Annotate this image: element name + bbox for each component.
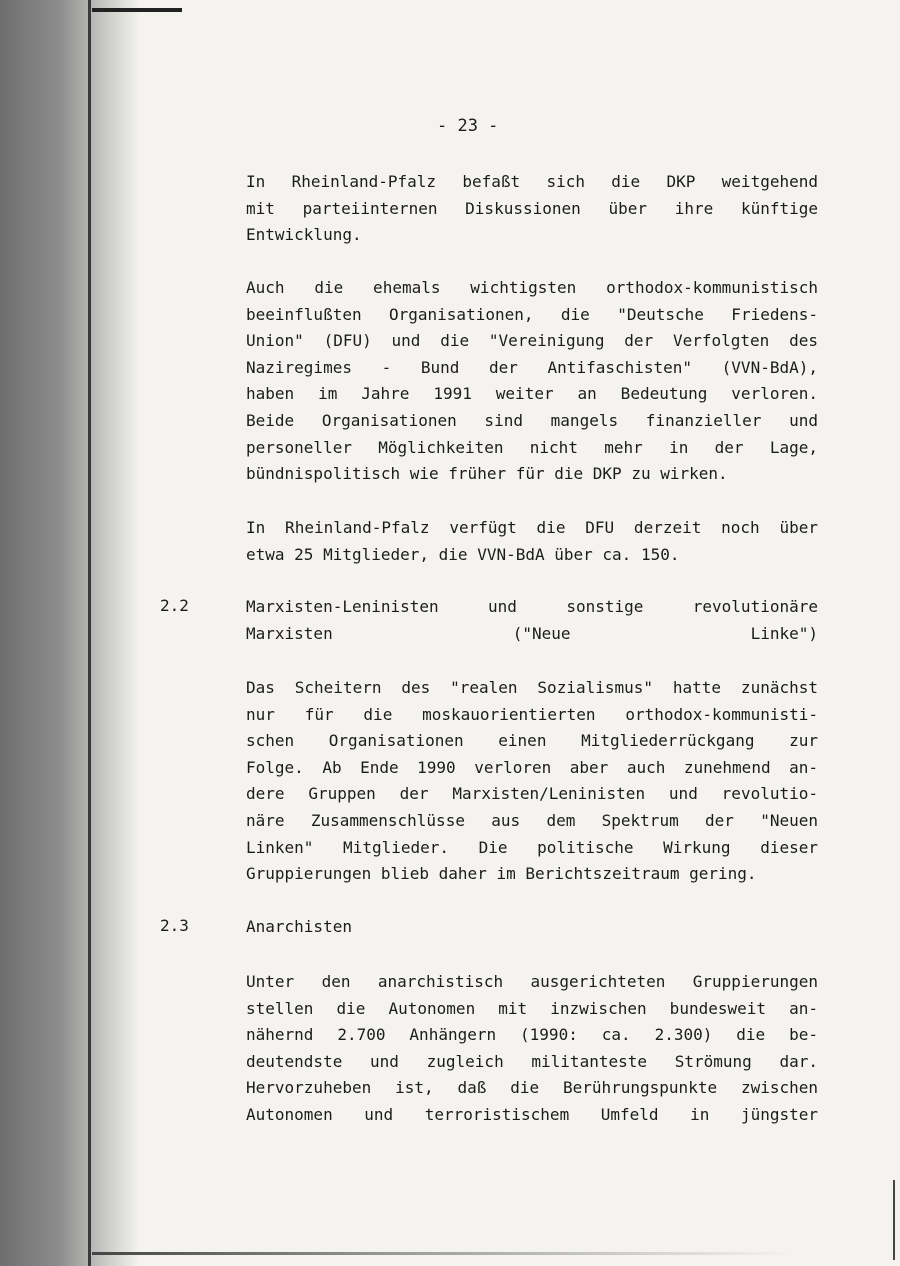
page-number: - 23 - bbox=[437, 116, 499, 136]
section-number: 2.3 bbox=[160, 916, 189, 935]
text-line: nur für die moskauorientierten orthodox-kommunisti- bbox=[246, 704, 818, 724]
text-line: stellen die Autonomen mit inzwischen bundesweit an- bbox=[246, 998, 818, 1018]
text-line: mit parteiinternen Diskussionen über ihre künftige bbox=[246, 198, 818, 218]
paragraph-dkp-rheinland-pfalz bbox=[246, 169, 818, 249]
heading-line: Marxisten ("Neue Linke") bbox=[246, 623, 818, 643]
text-line: Auch die ehemals wichtigsten orthodox-kommunistisch bbox=[246, 278, 818, 297]
text-line: dere Gruppen der Marxisten/Leninisten und revolutio- bbox=[246, 784, 818, 804]
text-line: deutendste und zugleich militanteste Strömung dar. bbox=[246, 1051, 818, 1071]
text-line: Naziregimes - Bund der Antifaschisten" (VVN-BdA), bbox=[246, 357, 818, 377]
text-line: Folge. Ab Ende 1990 verloren aber auch zunehmend an- bbox=[246, 757, 818, 777]
text-line: Entwicklung. bbox=[246, 225, 362, 245]
section-heading bbox=[246, 914, 818, 941]
section-heading bbox=[246, 594, 818, 647]
text-line: personeller Möglichkeiten nicht mehr in der Lage, bbox=[246, 437, 818, 457]
text-line: bündnispolitisch wie früher für die DKP zu wirken. bbox=[246, 464, 728, 484]
text-line: In Rheinland-Pfalz verfügt die DFU derzeit noch über bbox=[246, 518, 818, 537]
text-line: Gruppierungen blieb daher im Berichtszeitraum gering. bbox=[246, 864, 757, 884]
text-line: Beide Organisationen sind mangels finanzieller und bbox=[246, 410, 818, 430]
paragraph-membership-counts bbox=[246, 515, 818, 568]
text-line: nähernd 2.700 Anhängern (1990: ca. 2.300) die be- bbox=[246, 1025, 818, 1045]
paragraph-organisations bbox=[246, 275, 818, 488]
text-line: In Rheinland-Pfalz befaßt sich die DKP weitgehend bbox=[246, 172, 818, 191]
paragraph-neue-linke bbox=[246, 675, 818, 888]
text-line: Union" (DFU) und die "Vereinigung der Verfolgten des bbox=[246, 331, 818, 351]
text-line: Unter den anarchistisch ausgerichteten Gruppierungen bbox=[246, 972, 818, 991]
text-line: haben im Jahre 1991 weiter an Bedeutung verloren. bbox=[246, 384, 818, 404]
text-line: Autonomen und terroristischem Umfeld in jüngster bbox=[246, 1104, 818, 1124]
heading-line: Anarchisten bbox=[246, 917, 352, 936]
text-line: Hervorzuheben ist, daß die Berührungspunkte zwischen bbox=[246, 1078, 818, 1098]
text-line: etwa 25 Mitglieder, die VVN-BdA über ca. 150. bbox=[246, 544, 680, 564]
text-line: näre Zusammenschlüsse aus dem Spektrum der "Neuen bbox=[246, 810, 818, 830]
paragraph-autonome bbox=[246, 969, 818, 1129]
text-line: schen Organisationen einen Mitgliederrückgang zur bbox=[246, 731, 818, 751]
section-number: 2.2 bbox=[160, 596, 189, 615]
text-line: Das Scheitern des "realen Sozialismus" hatte zunächst bbox=[246, 678, 818, 697]
heading-line: Marxisten-Leninisten und sonstige revolutionäre bbox=[246, 597, 818, 616]
text-line: Linken" Mitglieder. Die politische Wirkung dieser bbox=[246, 837, 818, 857]
text-line: beeinflußten Organisationen, die "Deutsche Friedens- bbox=[246, 304, 818, 324]
